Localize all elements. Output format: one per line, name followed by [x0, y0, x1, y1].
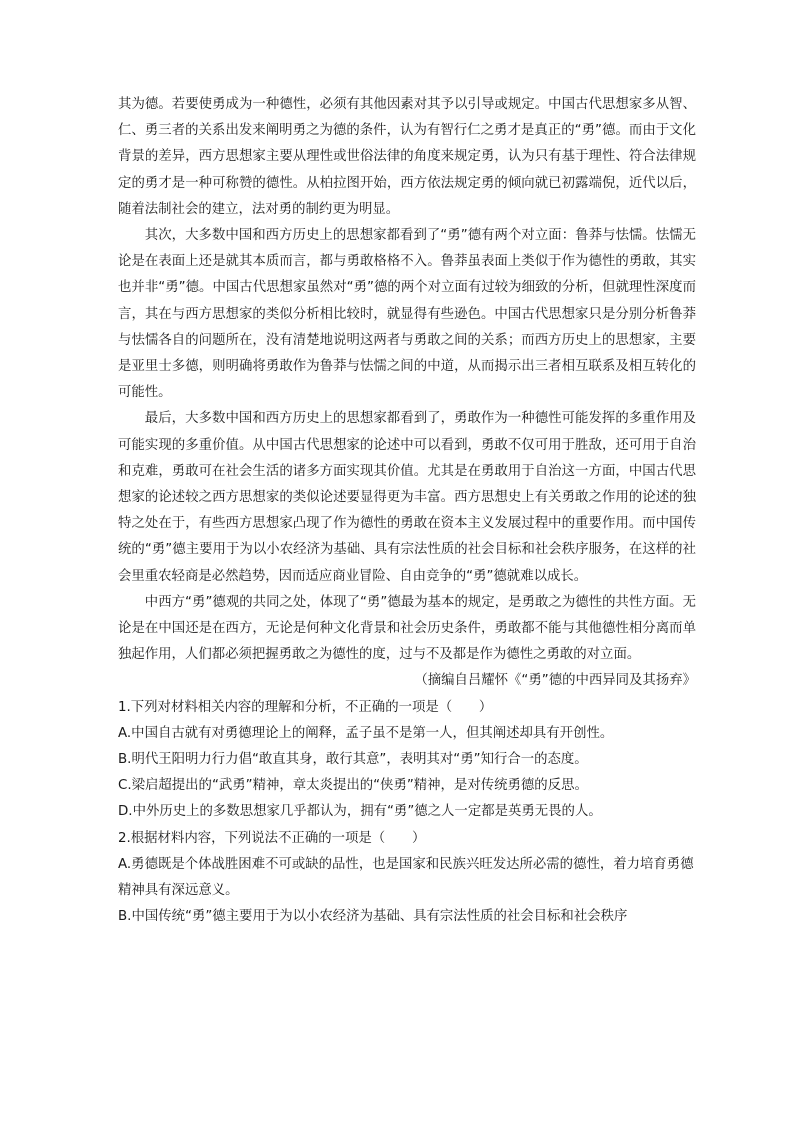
document-page [118, 92, 696, 931]
question-1-option-b: B.明代王阳明力行力倡“敢直其身，敢行其意”，表明其对“勇”知行合一的态度。 [118, 752, 588, 768]
question-1-option-c: C.梁启超提出的“武勇”精神，章太炎提出的“侠勇”精神，是对传统勇德的反思。 [118, 778, 588, 794]
question-2-option-b: B.中国传统“勇”德主要用于为以小农经济为基础、具有宗法性质的社会目标和社会秩序 [118, 909, 628, 925]
paragraph-second: 其次，大多数中国和西方历史上的思想家都看到了“勇”德有两个对立面：鲁莽与怯懦。怯懦无论是在表面上还是就其本质而言，都与勇敢格格不入。鲁莽虽表面上类似于作为德性的勇敢，其实也并非“勇”德。中国古代思想家虽然对“勇”德的两个对立面有过较为细致的分析，但就理性深度而言，其在与西方思想家的类似分析相比较时，就显得有些逊色。中国古代思想家只是分别分析鲁莽与怯懦各自的问题所在，没有清楚地说明这两者与勇敢之间的关系；而西方历史上的思想家，主要是亚里士多德，则明确将勇敢作为鲁莽与怯懦之间的中道，从而揭示出三者相互联系及相互转化的可能性。 [118, 228, 696, 401]
source-citation: （摘编自吕耀怀《“勇”德的中西异同及其扬弃》 [414, 673, 696, 689]
question-1-option-a: A.中国自古就有对勇德理论上的阐释，孟子虽不是第一人，但其阐述却具有开创性。 [118, 725, 614, 741]
question-1-option-d: D.中外历史上的多数思想家几乎都认为，拥有“勇”德之人一定都是英勇无畏的人。 [118, 804, 602, 820]
paragraph-conclusion: 中西方“勇”德观的共同之处，体现了“勇”德最为基本的规定，是勇敢之为德性的共性方面。无论是在中国还是在西方，无论是何种文化背景和社会历史条件，勇敢都不能与其他德性相分离而单独起作用，人们都必须把握勇敢之为德性的度，过与不及都是作为德性之勇敢的对立面。 [118, 594, 696, 663]
question-2-option-a: A.勇德既是个体战胜困难不可或缺的品性，也是国家和民族兴旺发达所必需的德性，着力培育勇德精神具有深远意义。 [118, 856, 694, 899]
paragraph-third: 最后，大多数中国和西方历史上的思想家都看到了，勇敢作为一种德性可能发挥的多重作用及可能实现的多重价值。从中国古代思想家的论述中可以看到，勇敢不仅可用于胜敌，还可用于自治和克难，勇敢可在社会生活的诸多方面实现其价值。尤其是在勇敢用于自治这一方面，中国古代思想家的论述较之西方思想家的类似论述要显得更为丰富。西方思想史上有关勇敢之作用的论述的独特之处在于，有些西方思想家凸现了作为德性的勇敢在资本主义发展过程中的重要作用。而中国传统的“勇”德主要用于为以小农经济为基础、具有宗法性质的社会目标和社会秩序服务，在这样的社会里重农轻商是必然趋势，因而适应商业冒险、自由竞争的“勇”德就难以成长。 [118, 411, 696, 584]
paragraph-continuation: 其为德。若要使勇成为一种德性，必须有其他因素对其予以引导或规定。中国古代思想家多从智、仁、勇三者的关系出发来阐明勇之为德的条件，认为有智行仁之勇才是真正的“勇”德。而由于文化背景的差异，西方思想家主要从理性或世俗法律的角度来规定勇，认为只有基于理性、符合法律规定的勇才是一种可称赞的德性。从柏拉图开始，西方依法规定勇的倾向就已初露端倪，近代以后，随着法制社会的建立，法对勇的制约更为明显。 [118, 97, 696, 217]
question-1-stem: 1.下列对材料相关内容的理解和分析，不正确的一项是（ ） [118, 699, 493, 715]
question-2-stem: 2.根据材料内容，下列说法不正确的一项是（ ） [118, 830, 426, 846]
